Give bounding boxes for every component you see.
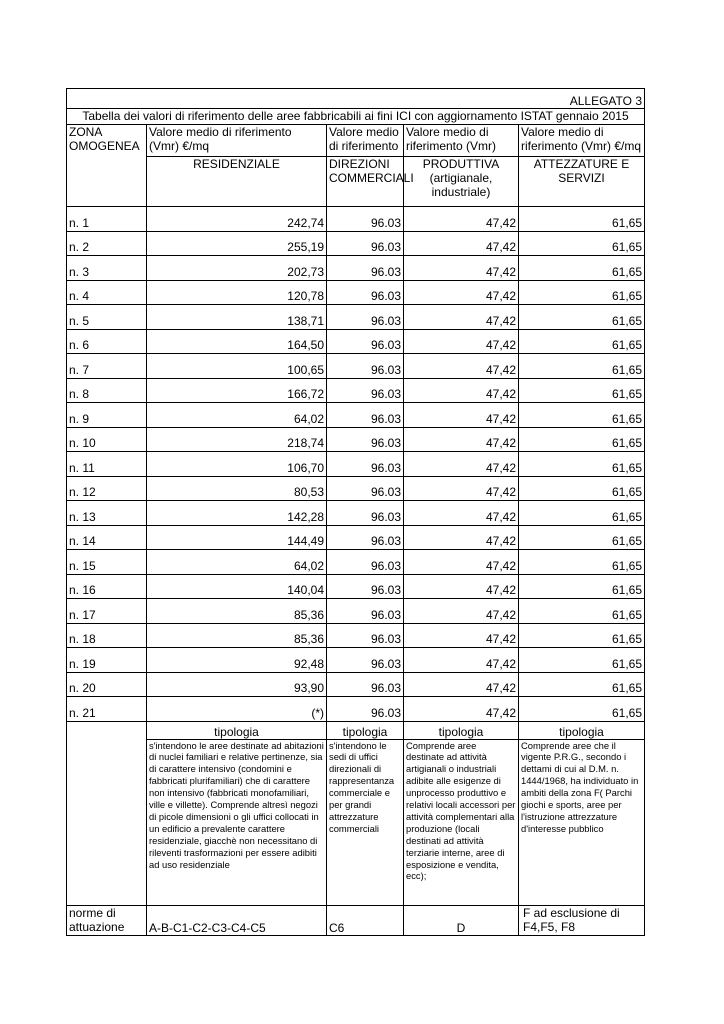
table-row [67,452,645,477]
residenziale-value: 80,53 [147,476,327,501]
produttiva-value: 47,42 [404,207,519,232]
produttiva-value: 47,42 [404,403,519,428]
residenziale-value: 64,02 [147,403,327,428]
table-row [67,550,645,575]
zona-cell: n. 6 [67,329,147,354]
residenziale-value: 164,50 [147,329,327,354]
allegato-table-sheet [66,88,644,936]
residenziale-value: 166,72 [147,378,327,403]
attrezzature-value: 61,65 [519,550,645,575]
norme-label: norme di attuazione [67,905,147,935]
residenziale-value: 85,36 [147,599,327,624]
produttiva-value: 47,42 [404,427,519,452]
attrezzature-value: 61,65 [519,648,645,673]
table-row [67,476,645,501]
header-residenziale-valore: Valore medio di riferimento (Vmr) €/mq [147,125,327,157]
zona-cell: n. 11 [67,452,147,477]
produttiva-value: 47,42 [404,452,519,477]
attrezzature-value: 61,65 [519,280,645,305]
table-row [67,599,645,624]
direzioni-value: 96.03 [327,623,404,648]
norme-direzioni: C6 [327,905,404,935]
produttiva-value: 47,42 [404,525,519,550]
table-row [67,697,645,722]
residenziale-value: 144,49 [147,525,327,550]
attrezzature-value: 61,65 [519,378,645,403]
header-produttiva-valore: Valore medio di riferimento (Vmr) [404,125,519,157]
produttiva-value: 47,42 [404,599,519,624]
table-row [67,501,645,526]
table-row [67,354,645,379]
header-attrezzature-valore: Valore medio di riferimento (Vmr) €/mq [519,125,645,157]
zona-cell: n. 18 [67,623,147,648]
direzioni-value: 96.03 [327,648,404,673]
attrezzature-value: 61,65 [519,525,645,550]
header-residenziale: RESIDENZIALE [147,157,327,207]
attrezzature-value: 61,65 [519,427,645,452]
zona-cell: n. 4 [67,280,147,305]
residenziale-value: 106,70 [147,452,327,477]
allegato-label: ALLEGATO 3 [67,89,645,109]
direzioni-value: 96.03 [327,574,404,599]
produttiva-value: 47,42 [404,574,519,599]
table-row [67,231,645,256]
zona-cell: n. 5 [67,305,147,330]
zona-cell: n. 20 [67,672,147,697]
produttiva-value: 47,42 [404,329,519,354]
direzioni-value: 96.03 [327,403,404,428]
table-row [67,305,645,330]
attrezzature-value: 61,65 [519,623,645,648]
attrezzature-value: 61,65 [519,452,645,477]
description-zona-spacer [67,739,147,905]
residenziale-value: 140,04 [147,574,327,599]
attrezzature-value: 61,65 [519,574,645,599]
residenziale-value: 255,19 [147,231,327,256]
tipologia-residenziale-label: tipologia [147,721,327,739]
produttiva-value: 47,42 [404,623,519,648]
table-row [67,574,645,599]
table-row [67,525,645,550]
produttiva-value: 47,42 [404,354,519,379]
attrezzature-value: 61,65 [519,207,645,232]
table-row [67,427,645,452]
residenziale-value: 93,90 [147,672,327,697]
attrezzature-value: 61,65 [519,305,645,330]
residenziale-value: 92,48 [147,648,327,673]
header-produttiva: PRODUTTIVA (artigianale, industriale) [404,157,519,207]
header-direzioni-valore: Valore medio di riferimento [327,125,404,157]
zona-cell: n. 14 [67,525,147,550]
attrezzature-value: 61,65 [519,501,645,526]
table-row [67,256,645,281]
zona-cell: n. 21 [67,697,147,722]
zona-cell: n. 8 [67,378,147,403]
direzioni-value: 96.03 [327,256,404,281]
description-residenziale: s'intendono le aree destinate ad abitazioni di nuclei familiari e relative pertinenze, sia di carattere intensivo (condomini e fabbricati plurifamiliari) che di carattere non intensivo (fabbricati monofamiliari, ville e villette). Comprende altresì negozi di picole dimensioni o gli uffici collocati in un edificio a prevalente carattere residenziale, giacchè non necessitano di rileventi trasformazioni per essere adibiti ad uso residenziale [147,739,327,905]
produttiva-value: 47,42 [404,305,519,330]
tipologia-direzioni-label: tipologia [327,721,404,739]
description-produttiva: Comprende aree destinate ad attività artigianali o industriali adibite alle esigenze di unprocesso produttivo e relativi locali accessori per attività complementari alla produzione (locali destinati ad attività terziarie interne, aree di esposizione e vendita, ecc); [404,739,519,905]
residenziale-value: 64,02 [147,550,327,575]
residenziale-value: 218,74 [147,427,327,452]
produttiva-value: 47,42 [404,550,519,575]
description-direzioni: s'intendono le sedi di uffici direzionali di rappresentanza commerciale e per grandi attrezzature commerciali [327,739,404,905]
produttiva-value: 47,42 [404,256,519,281]
direzioni-value: 96.03 [327,231,404,256]
norme-residenziale: A-B-C1-C2-C3-C4-C5 [147,905,327,935]
direzioni-value: 96.03 [327,501,404,526]
produttiva-value: 47,42 [404,280,519,305]
direzioni-value: 96.03 [327,697,404,722]
table-row [67,378,645,403]
attrezzature-value: 61,65 [519,697,645,722]
direzioni-value: 96.03 [327,550,404,575]
direzioni-value: 96.03 [327,672,404,697]
tipologia-zona-spacer [67,721,147,739]
produttiva-value: 47,42 [404,648,519,673]
zona-cell: n. 10 [67,427,147,452]
attrezzature-value: 61,65 [519,231,645,256]
residenziale-value: 120,78 [147,280,327,305]
direzioni-value: 96.03 [327,354,404,379]
norme-produttiva: D [404,905,519,935]
header-direzioni-commerciali: DIREZIONI COMMERCIALI [327,157,404,207]
attrezzature-value: 61,65 [519,256,645,281]
table-row [67,672,645,697]
header-zona-spacer [67,157,147,207]
residenziale-value: 242,74 [147,207,327,232]
zona-cell: n. 13 [67,501,147,526]
attrezzature-value: 61,65 [519,476,645,501]
table-row [67,329,645,354]
table-row [67,280,645,305]
residenziale-value: 202,73 [147,256,327,281]
zona-cell: n. 1 [67,207,147,232]
table-row [67,623,645,648]
attrezzature-value: 61,65 [519,403,645,428]
produttiva-value: 47,42 [404,378,519,403]
direzioni-value: 96.03 [327,476,404,501]
produttiva-value: 47,42 [404,231,519,256]
attrezzature-value: 61,65 [519,599,645,624]
tipologia-produttiva-label: tipologia [404,721,519,739]
direzioni-value: 96.03 [327,207,404,232]
table-row [67,648,645,673]
residenziale-value: 142,28 [147,501,327,526]
zona-cell: n. 17 [67,599,147,624]
tipologia-attrezzature-label: tipologia [519,721,645,739]
produttiva-value: 47,42 [404,697,519,722]
description-attrezzature: Comprende aree che il vigente P.R.G., secondo i dettami di cui al D.M. n. 1444/1968, ha individuato in ambiti della zona F( Parchi giochi e sports, aree per l'istruzione attrezzature d'interesse pubblico [519,739,645,905]
attrezzature-value: 61,65 [519,672,645,697]
zona-cell: n. 9 [67,403,147,428]
direzioni-value: 96.03 [327,427,404,452]
zona-cell: n. 19 [67,648,147,673]
attrezzature-value: 61,65 [519,329,645,354]
valori-table [66,88,645,936]
table-row [67,207,645,232]
direzioni-value: 96.03 [327,525,404,550]
zona-cell: n. 15 [67,550,147,575]
zona-cell: n. 3 [67,256,147,281]
direzioni-value: 96.03 [327,599,404,624]
direzioni-value: 96.03 [327,280,404,305]
direzioni-value: 96.03 [327,452,404,477]
zona-cell: n. 2 [67,231,147,256]
residenziale-value: 85,36 [147,623,327,648]
table-title: Tabella dei valori di riferimento delle aree fabbricabili ai fini ICI con aggiornamento ISTAT gennaio 2015 [67,109,645,125]
produttiva-value: 47,42 [404,672,519,697]
residenziale-value: (*) [147,697,327,722]
direzioni-value: 96.03 [327,329,404,354]
direzioni-value: 96.03 [327,378,404,403]
produttiva-value: 47,42 [404,501,519,526]
norme-attrezzature: F ad esclusione di F4,F5, F8 [519,905,645,935]
attrezzature-value: 61,65 [519,354,645,379]
table-row [67,403,645,428]
zona-cell: n. 7 [67,354,147,379]
header-zona: ZONA OMOGENEA [67,125,147,157]
residenziale-value: 100,65 [147,354,327,379]
direzioni-value: 96.03 [327,305,404,330]
residenziale-value: 138,71 [147,305,327,330]
zona-cell: n. 12 [67,476,147,501]
produttiva-value: 47,42 [404,476,519,501]
zona-cell: n. 16 [67,574,147,599]
header-attrezzature-servizi: ATTEZZATURE E SERVIZI [519,157,645,207]
